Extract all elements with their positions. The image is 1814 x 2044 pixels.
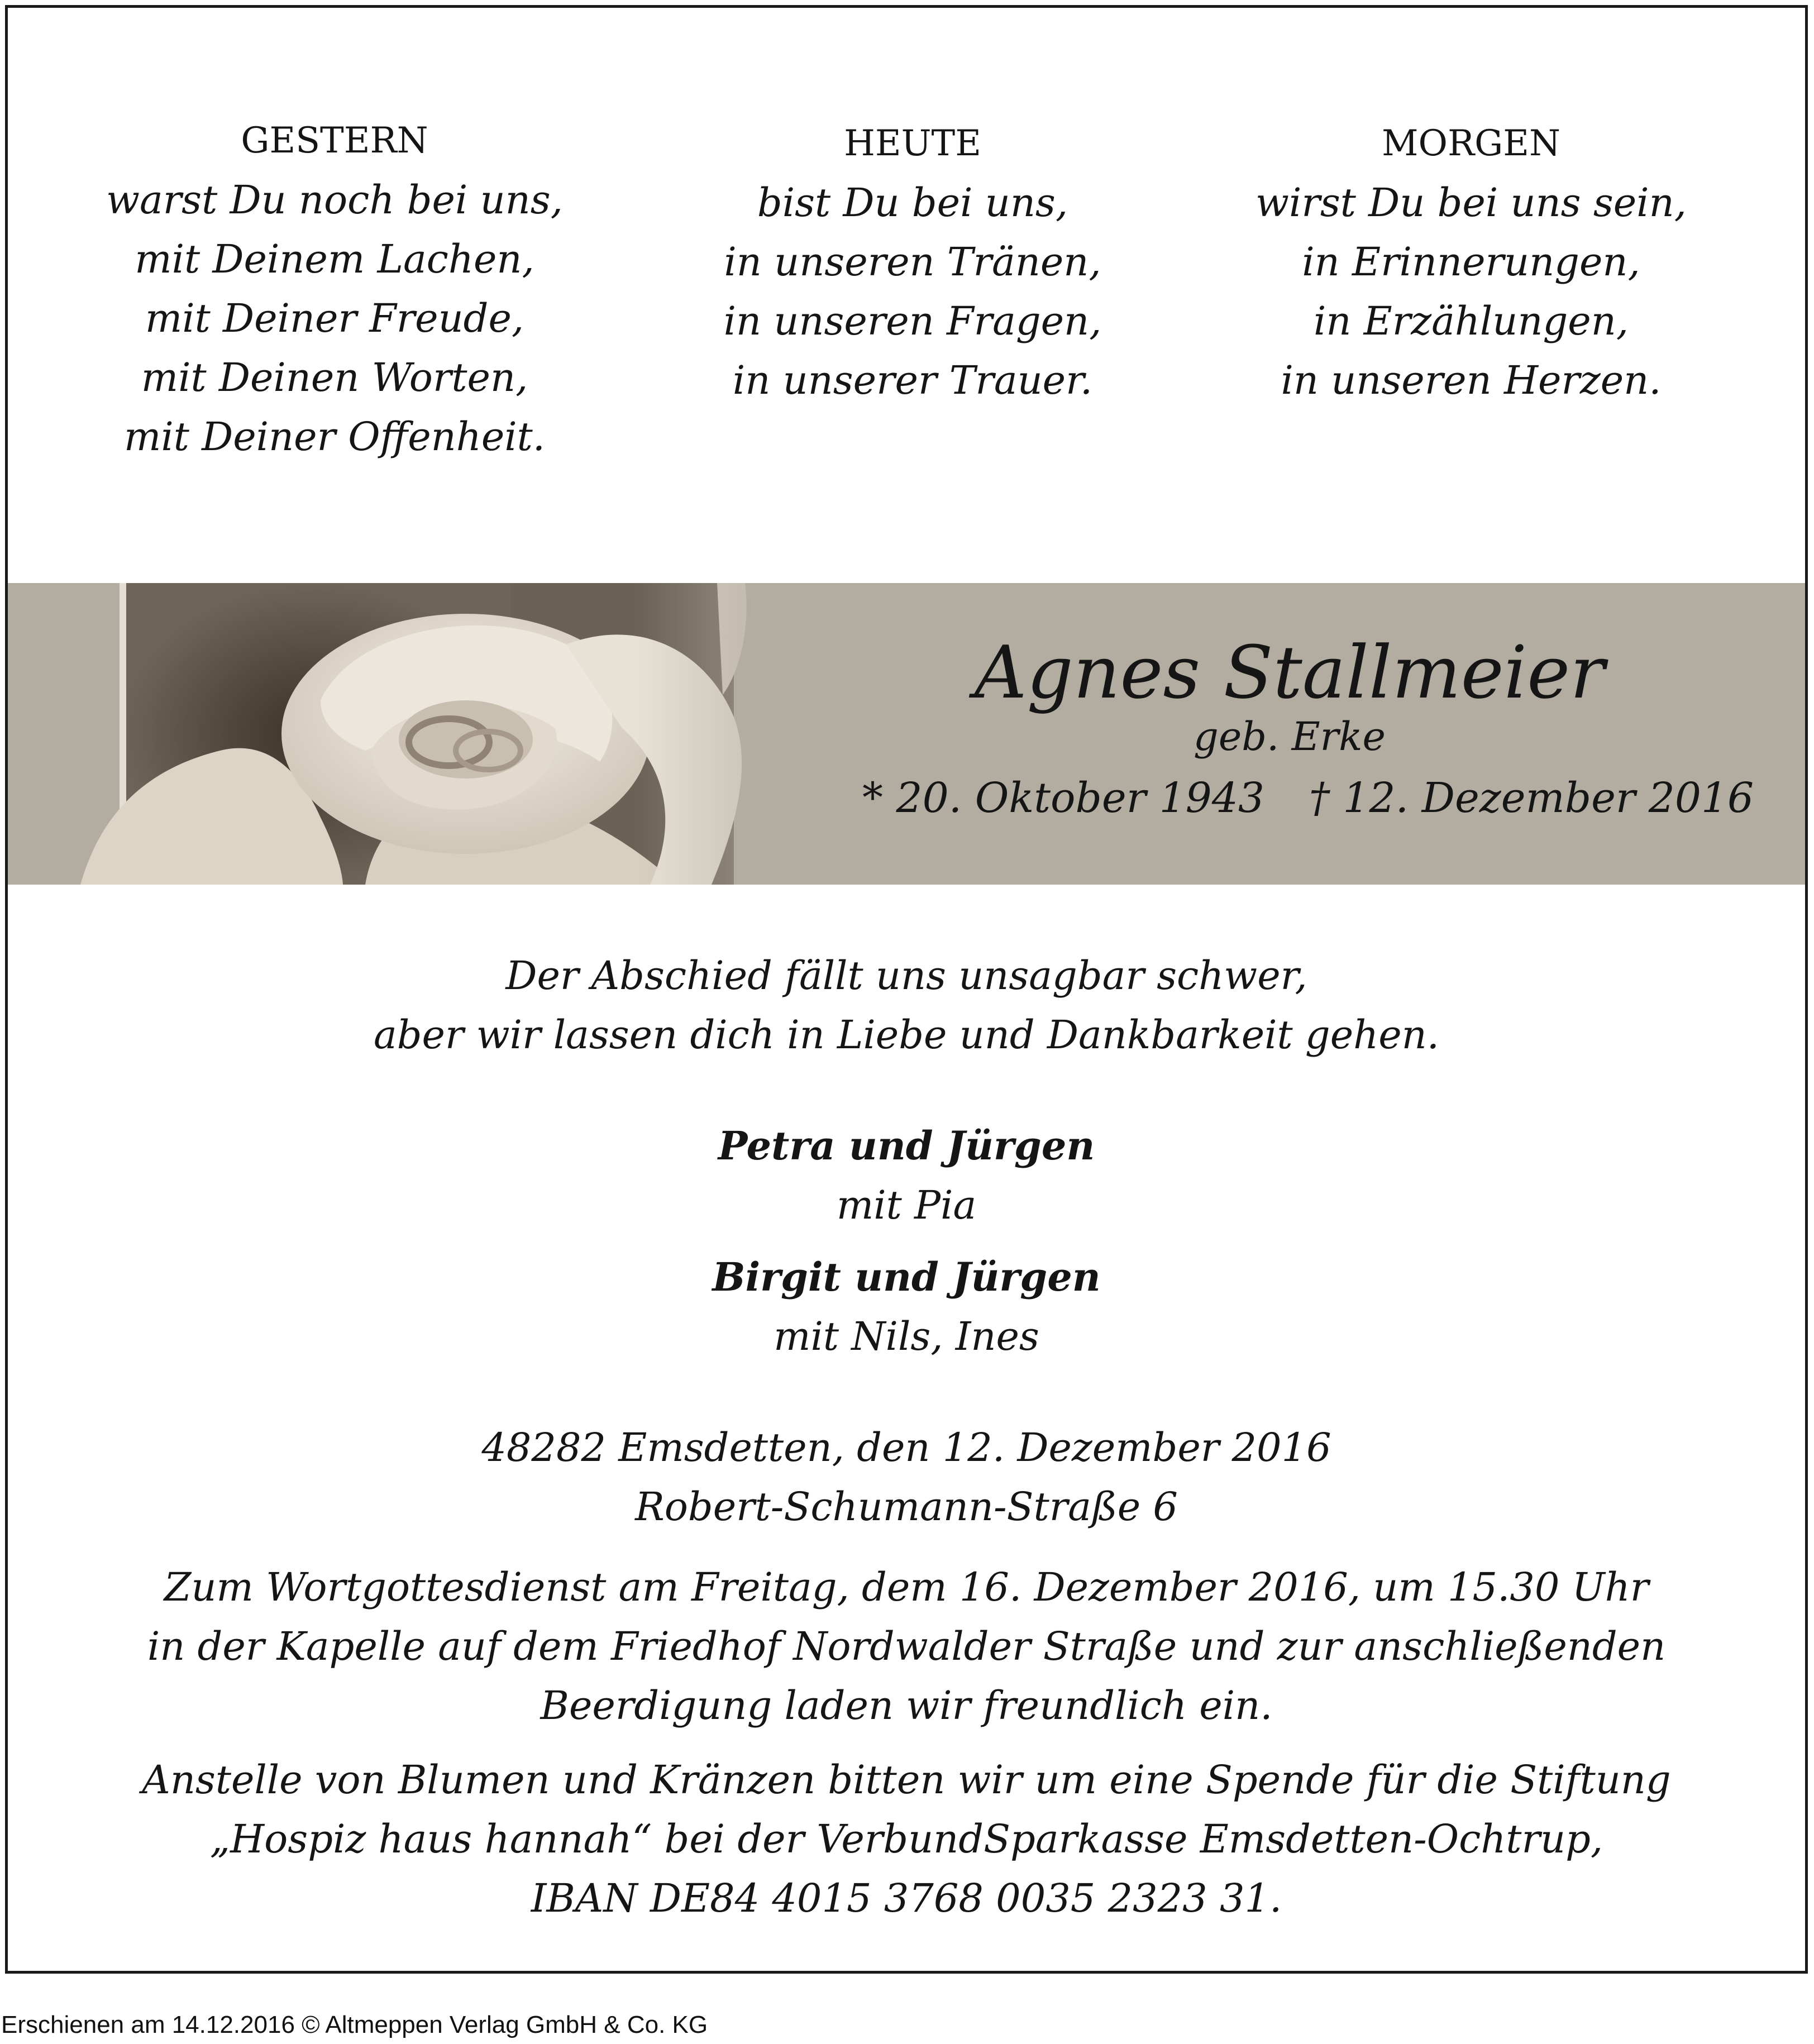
poem-morgen (1181, 114, 1762, 410)
donation-line: IBAN DE84 4015 3768 0035 2323 31. (531, 1875, 1282, 1921)
publication-footer: Erschienen am 14.12.2016 © Altmeppen Verlag GmbH & Co. KG (1, 2011, 708, 2038)
poem-line: in unseren Tränen, (724, 239, 1101, 285)
donation-info (8, 1750, 1805, 1928)
poem-line: mit Deiner Freude, (145, 295, 524, 341)
maiden-name: geb. Erke (1194, 714, 1386, 760)
farewell-line: Der Abschied fällt uns unsagbar schwer, (505, 953, 1307, 999)
rose-image (8, 583, 846, 885)
donation-line: Anstelle von Blumen und Kränzen bitten wir um eine Spende für die Stiftung (142, 1757, 1671, 1803)
mourner-group (8, 1116, 1805, 1235)
poem-heading: MORGEN (1381, 123, 1561, 164)
service-line: Zum Wortgottesdienst am Freitag, dem 16. Dezember 2016, um 15.30 Uhr (164, 1564, 1649, 1610)
service-line: Beerdigung laden wir freundlich ein. (540, 1683, 1273, 1728)
service-info (8, 1558, 1805, 1735)
poem-line: warst Du noch bei uns, (106, 177, 563, 223)
death-date: † 12. Dezember 2016 (1309, 774, 1754, 822)
farewell-text (8, 946, 1805, 1064)
mourner-children: mit Nils, Ines (774, 1314, 1039, 1359)
birth-date: * 20. Oktober 1943 (862, 774, 1264, 822)
poem-heading: GESTERN (241, 120, 428, 161)
poem-line: in unseren Herzen. (1281, 357, 1662, 403)
poem-line: mit Deinem Lachen, (135, 236, 534, 282)
street-address: Robert-Schumann-Straße 6 (635, 1484, 1178, 1530)
mourner-names: Petra und Jürgen (718, 1123, 1095, 1169)
poem-line: in Erzählungen, (1313, 298, 1629, 344)
mourner-names: Birgit und Jürgen (712, 1254, 1101, 1300)
poem-line: in Erinnerungen, (1302, 239, 1640, 285)
poem-line: wirst Du bei uns sein, (1256, 180, 1687, 226)
mourner-children: mit Pia (836, 1182, 977, 1228)
service-line: in der Kapelle auf dem Friedhof Nordwalder Straße und zur anschließenden (147, 1623, 1666, 1669)
farewell-line: aber wir lassen dich in Liebe und Dankbarkeit gehen. (374, 1012, 1439, 1058)
name-banner (8, 583, 1805, 885)
poem-line: in unseren Fragen, (723, 298, 1102, 344)
obituary-frame (5, 5, 1808, 1974)
poem-heute (622, 114, 1203, 410)
poem-line: bist Du bei uns, (757, 180, 1068, 226)
poem-heading: HEUTE (844, 123, 981, 164)
donation-line: „Hospiz haus hannah“ bei der VerbundSparkasse Emsdetten-Ochtrup, (209, 1816, 1603, 1862)
deceased-name: Agnes Stallmeier (974, 630, 1605, 715)
mourner-group (8, 1248, 1805, 1366)
poem-gestern (41, 111, 628, 466)
place-date: 48282 Emsdetten, den 12. Dezember 2016 (481, 1425, 1331, 1470)
life-dates (862, 770, 1754, 826)
poem-line: mit Deinen Worten, (141, 355, 528, 400)
poem-line: mit Deiner Offenheit. (123, 414, 546, 460)
poem-line: in unserer Trauer. (732, 357, 1093, 403)
address-block (8, 1418, 1805, 1536)
